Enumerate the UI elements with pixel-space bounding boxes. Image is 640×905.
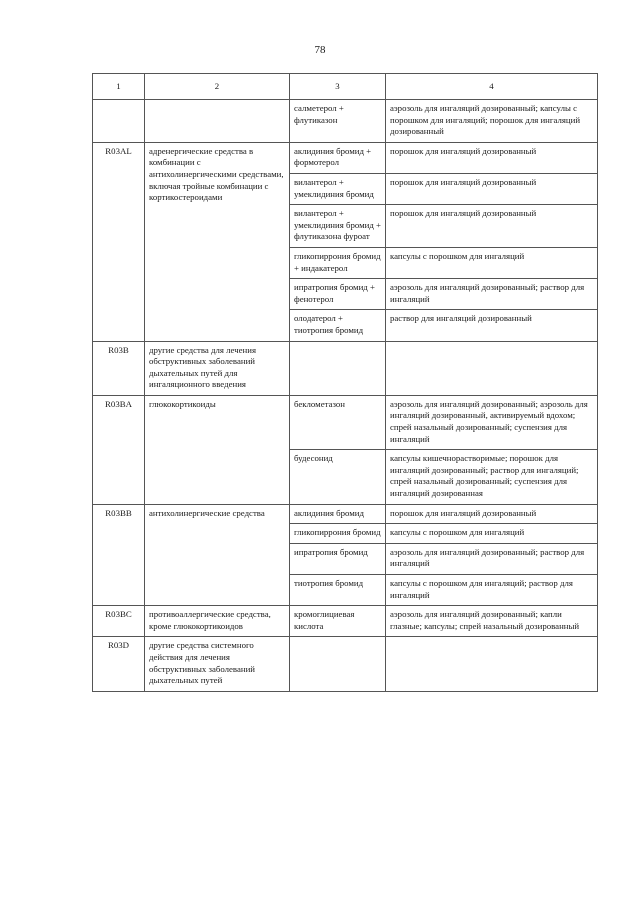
substance-cell: гликопиррония бромид + индакатерол (290, 247, 386, 278)
header-cell-2: 2 (145, 74, 290, 100)
substance-cell (290, 637, 386, 691)
dosage-forms-cell: порошок для ингаляций дозированный (386, 205, 598, 248)
dosage-forms-cell: раствор для ингаляций дозированный (386, 310, 598, 341)
dosage-forms-cell (386, 341, 598, 395)
atc-code-cell: R03BB (93, 504, 145, 606)
atc-code-cell: R03B (93, 341, 145, 395)
table-row (93, 100, 598, 143)
drug-group-cell: антихолинергические средства (145, 504, 290, 606)
table-header-row (93, 74, 598, 100)
substance-cell: вилантерол + умеклидиния бромид (290, 173, 386, 204)
drug-group-cell: глюкокортикоиды (145, 395, 290, 504)
drug-group-cell: противоаллергические средства, кроме глюкокортикоидов (145, 606, 290, 637)
dosage-forms-cell: аэрозоль для ингаляций дозированный; капли глазные; капсулы; спрей назальный дозированный (386, 606, 598, 637)
substance-cell: ипратропия бромид (290, 543, 386, 574)
substance-cell: будесонид (290, 450, 386, 504)
table-row (93, 341, 598, 395)
dosage-forms-cell: порошок для ингаляций дозированный (386, 173, 598, 204)
dosage-forms-cell: капсулы с порошком для ингаляций (386, 247, 598, 278)
substance-cell: ипратропия бромид + фенотерол (290, 279, 386, 310)
substance-cell: аклидиния бромид + формотерол (290, 142, 386, 173)
header-cell-4: 4 (386, 74, 598, 100)
table-body (93, 74, 598, 692)
page-number: 78 (314, 44, 326, 56)
dosage-forms-cell: порошок для ингаляций дозированный (386, 142, 598, 173)
atc-code-cell: R03BC (93, 606, 145, 637)
substance-cell: гликопиррония бромид (290, 524, 386, 544)
atc-code-cell: R03D (93, 637, 145, 691)
atc-code-cell: R03AL (93, 142, 145, 341)
atc-code-cell (93, 100, 145, 143)
substance-cell: беклометазон (290, 395, 386, 449)
table-row (93, 142, 598, 173)
substance-cell (290, 341, 386, 395)
substance-cell: тиотропия бромид (290, 575, 386, 606)
table-row (93, 606, 598, 637)
drug-group-cell: другие средства для лечения обструктивных заболеваний дыхательных путей для ингаляционного введения (145, 341, 290, 395)
drug-group-cell: другие средства системного действия для лечения обструктивных заболеваний дыхательных путей (145, 637, 290, 691)
drug-group-cell (145, 100, 290, 143)
substance-cell: салметерол + флутиказон (290, 100, 386, 143)
dosage-forms-cell: капсулы с порошком для ингаляций; раствор для ингаляций (386, 575, 598, 606)
dosage-forms-cell: аэрозоль для ингаляций дозированный; раствор для ингаляций (386, 279, 598, 310)
dosage-forms-cell (386, 637, 598, 691)
dosage-forms-cell: аэрозоль для ингаляций дозированный; капсулы с порошком для ингаляций; порошок для ингаляций дозированный (386, 100, 598, 143)
dosage-forms-cell: аэрозоль для ингаляций дозированный; раствор для ингаляций (386, 543, 598, 574)
dosage-forms-cell: порошок для ингаляций дозированный (386, 504, 598, 524)
substance-cell: кромоглициевая кислота (290, 606, 386, 637)
header-cell-1: 1 (93, 74, 145, 100)
dosage-forms-cell: капсулы кишечнорастворимые; порошок для ингаляций дозированный; раствор для ингаляций; спрей назальный дозированный; суспензия для ингаляций дозированная (386, 450, 598, 504)
medication-table (92, 73, 598, 692)
dosage-forms-cell: аэрозоль для ингаляций дозированный; аэрозоль для ингаляций дозированный, активируемый вдохом; спрей назальный дозированный; суспензия для ингаляций (386, 395, 598, 449)
atc-code-cell: R03BA (93, 395, 145, 504)
drug-group-cell: адренергические средства в комбинации с антихолинергическими средствами, включая тройные комбинации с кортикостероидами (145, 142, 290, 341)
dosage-forms-cell: капсулы с порошком для ингаляций (386, 524, 598, 544)
header-cell-3: 3 (290, 74, 386, 100)
substance-cell: аклидиния бромид (290, 504, 386, 524)
table-row (93, 637, 598, 691)
substance-cell: вилантерол + умеклидиния бромид + флутиказона фуроат (290, 205, 386, 248)
substance-cell: олодатерол + тиотропия бромид (290, 310, 386, 341)
table-row (93, 395, 598, 449)
table-row (93, 504, 598, 524)
